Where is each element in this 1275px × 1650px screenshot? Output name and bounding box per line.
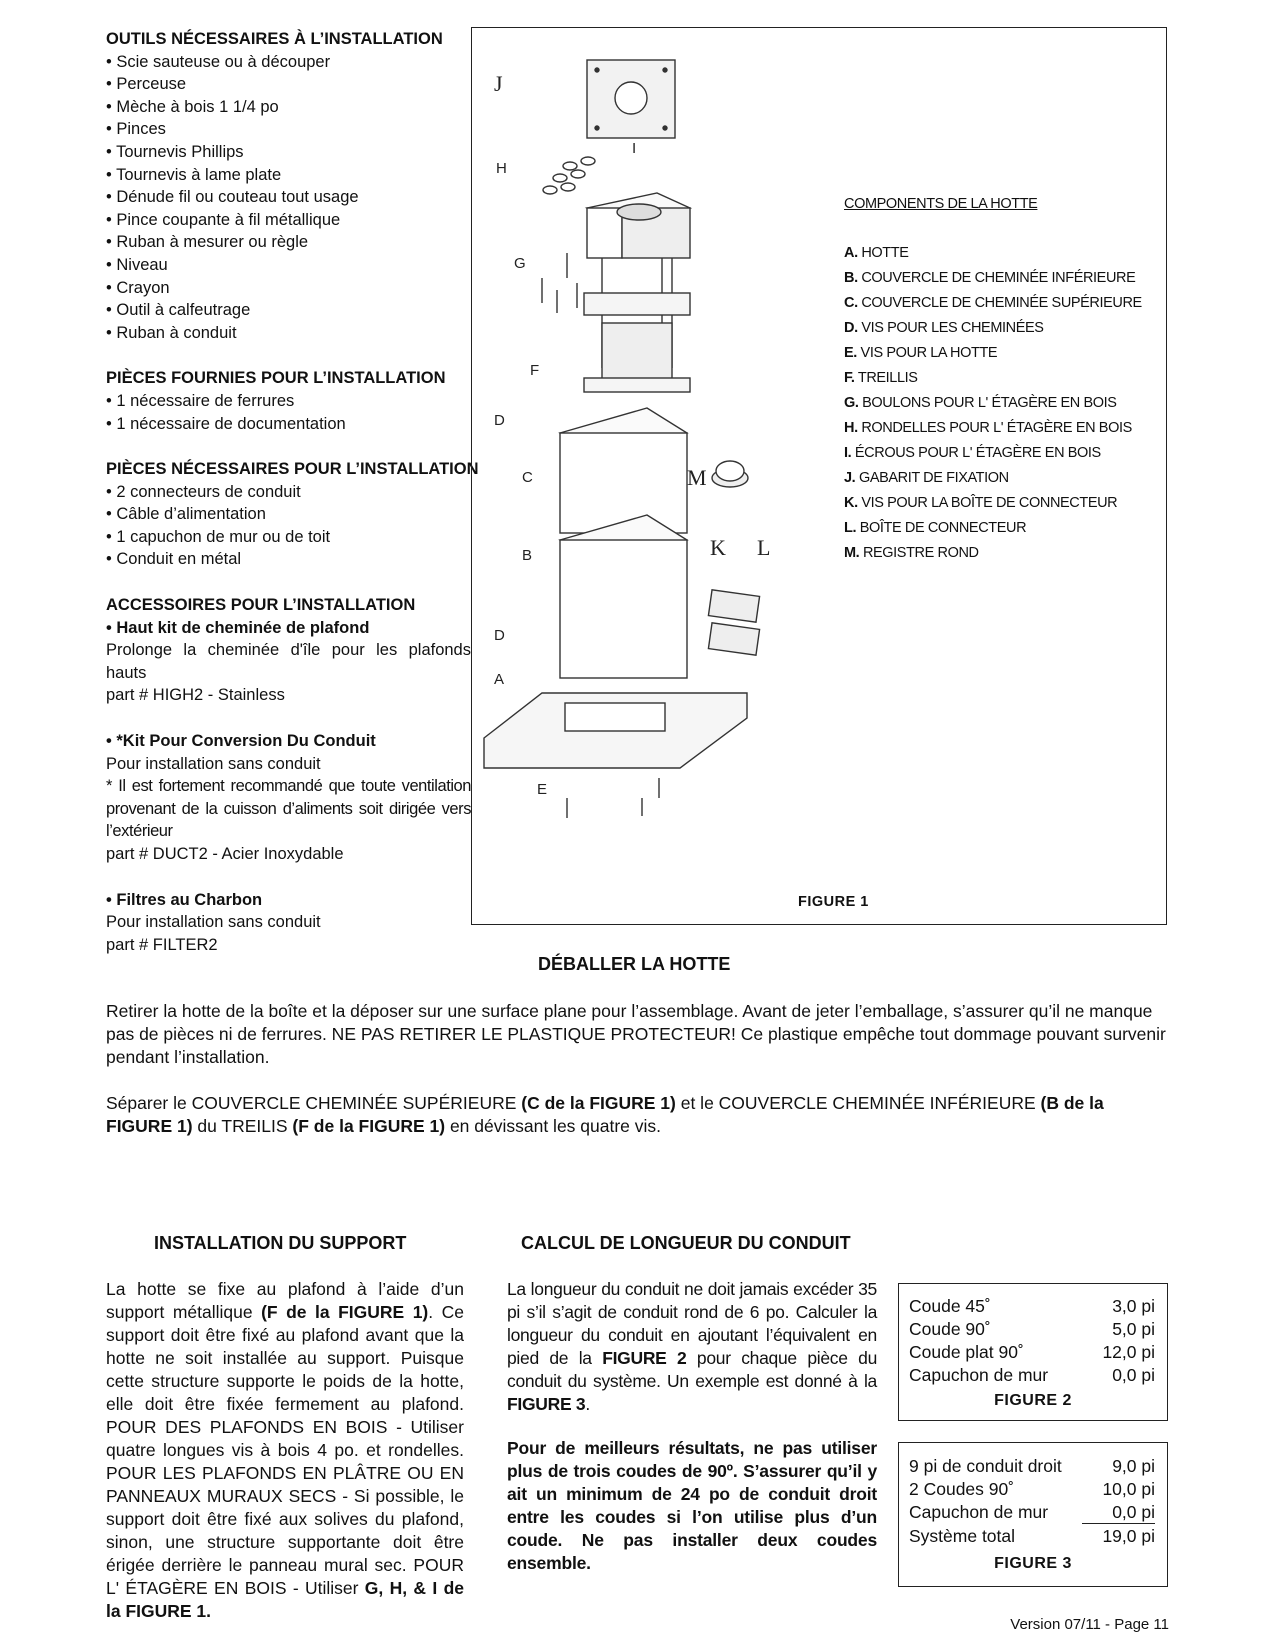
trellis-shelf <box>584 293 690 315</box>
connector-box-l <box>708 590 759 622</box>
tools-item: • Crayon <box>106 278 170 297</box>
template-hole <box>595 68 599 72</box>
figure-3-caption: FIGURE 3 <box>994 1555 1072 1572</box>
connector-box-l <box>708 623 759 655</box>
required-item: • 2 connecteurs de conduit <box>106 482 301 501</box>
component-item: E. VIS POUR LA HOTTE <box>844 345 998 361</box>
label-g: G <box>514 255 526 272</box>
upper-chimney-cover <box>560 433 687 533</box>
supplied-item: • 1 nécessaire de ferrures <box>106 391 295 410</box>
unpack-paragraph-1: Retirer la hotte de la boîte et la déposer sur une surface plane pour l’assemblage. Avant de jeter l’emballage, s’assurer qu’il ne manque pas de pièces ni de ferrures. NE PAS RETIRER LE PLASTIQUE PROTECTEUR! Ce plastique empêche tout dommage pouvant survenir pendant l’installation. <box>106 1001 1166 1067</box>
component-item: H. RONDELLES POUR L' ÉTAGÈRE EN BOIS <box>844 420 1132 436</box>
kit2-title: • *Kit Pour Conversion Du Conduit <box>106 732 376 751</box>
tools-section <box>106 28 471 344</box>
tools-item: • Mèche à bois 1 1/4 po <box>106 97 279 116</box>
washer-h <box>581 157 595 165</box>
left-column <box>106 28 479 956</box>
figure-3-row: Système total 19,0 pi <box>909 1526 1155 1546</box>
label-m: M <box>687 465 707 490</box>
required-item: • Conduit en métal <box>106 550 242 569</box>
template-hole <box>595 126 599 130</box>
tools-item: • Pince coupante à fil métallique <box>106 210 341 229</box>
tools-item: • Niveau <box>106 255 168 274</box>
required-item: • 1 capuchon de mur ou de toit <box>106 527 331 546</box>
component-item: J. GABARIT DE FIXATION <box>844 470 1009 486</box>
tools-item: • Ruban à conduit <box>106 323 237 342</box>
label-b: B <box>522 547 533 564</box>
accessories-section <box>106 594 471 956</box>
kit1-title: • Haut kit de cheminée de plafond <box>106 618 370 637</box>
figure-2-table <box>898 1283 1168 1421</box>
tools-item: • Tournevis Phillips <box>106 142 244 161</box>
tools-heading: OUTILS NÉCESSAIRES À L’INSTALLATION <box>106 30 443 48</box>
top-bracket-opening <box>617 204 661 220</box>
figure-2-row: Capuchon de mur 0,0 pi <box>909 1365 1155 1385</box>
components-list <box>844 192 1164 566</box>
template-hole <box>615 82 647 114</box>
supplied-section <box>106 367 471 435</box>
label-l: L <box>757 535 771 560</box>
tools-item: • Tournevis à lame plate <box>106 165 282 184</box>
page-footer: Version 07/11 - Page 11 <box>1010 1616 1169 1633</box>
label-i: I <box>632 140 637 157</box>
figure-3-row: 9 pi de conduit droit 9,0 pi <box>909 1456 1155 1476</box>
kit3-title: • Filtres au Charbon <box>106 890 263 909</box>
tools-item: • Dénude fil ou couteau tout usage <box>106 188 359 207</box>
figure-1-caption: FIGURE 1 <box>798 894 869 910</box>
component-item: L. BOÎTE DE CONNECTEUR <box>844 520 1027 536</box>
label-a: A <box>494 671 505 688</box>
figure-3-row: 2 Coudes 90˚ 10,0 pi <box>909 1479 1155 1499</box>
exploded-hood-diagram <box>472 28 852 858</box>
component-item: D. VIS POUR LES CHEMINÉES <box>844 320 1044 336</box>
figure-1-box <box>471 27 1167 925</box>
nut-i <box>543 186 557 194</box>
components-title: COMPONENTS DE LA HOTTE <box>844 196 1038 212</box>
kit3-part: part # FILTER2 <box>106 935 218 954</box>
component-item: K. VIS POUR LA BOÎTE DE CONNECTEUR <box>844 495 1118 511</box>
required-item: • Câble d’alimentation <box>106 505 266 524</box>
label-k: K <box>710 535 726 560</box>
kit1-desc: Prolonge la cheminée d'île pour les plafonds hauts <box>106 641 471 682</box>
supplied-heading: PIÈCES FOURNIES POUR L’INSTALLATION <box>106 369 446 388</box>
label-d-lower: D <box>494 627 505 644</box>
tools-item: • Perceuse <box>106 75 187 94</box>
label-f: F <box>530 362 540 379</box>
component-item: M. REGISTRE ROND <box>844 545 979 561</box>
required-heading: PIÈCES NÉCESSAIRES POUR L’INSTALLATION <box>106 460 479 479</box>
unpack-paragraph-2: Séparer le COUVERCLE CHEMINÉE SUPÉRIEURE (C de la FIGURE 1) et le COUVERCLE CHEMINÉE INFÉRIEURE (B de la FIGURE 1) du TREILIS (F de la FIGURE 1) en dévissant les quatre vis. <box>106 1093 1104 1136</box>
component-item: C. COUVERCLE DE CHEMINÉE SUPÉRIEURE <box>844 295 1142 311</box>
figure-2-row: Coude 45˚ 3,0 pi <box>909 1296 1155 1316</box>
component-item: B. COUVERCLE DE CHEMINÉE INFÉRIEURE <box>844 270 1136 286</box>
component-item: I. ÉCROUS POUR L' ÉTAGÈRE EN BOIS <box>844 445 1101 461</box>
trellis-base <box>584 378 690 392</box>
hood-opening <box>565 703 665 731</box>
kit3-desc: Pour installation sans conduit <box>106 913 321 932</box>
figure-2-row: Coude plat 90˚ 12,0 pi <box>909 1342 1155 1362</box>
kit2-note: * Il est fortement recommandé que toute ventilation provenant de la cuisson d’aliments soit dirigée vers l’extérieur <box>106 777 471 841</box>
label-j: J <box>494 71 503 96</box>
kit2-part: part # DUCT2 - Acier Inoxydable <box>106 845 344 863</box>
label-h: H <box>496 160 507 177</box>
label-e: E <box>537 781 548 798</box>
support-body: La hotte se fixe au plafond à l’aide d’un support métallique (F de la FIGURE 1). Ce support doit être fixé au plafond avant que la hotte ne soit installée au support. Puisque cette structure supporte le poids de la hotte, elle doit être fixée fermement au plafond. POUR DES PLAFONDS EN BOIS - Utiliser quatre longues vis à bois 4 po. et rondelles. POUR LES PLAFONDS EN PLÂTRE OU EN PANNEAUX MURAUX SECS - Si possible, le support doit être fixé aux solives du plafond, sinon, une structure supportante doit être érigée derrière le panneau mural sec. POUR L' ÉTAGÈRE EN BOIS - Utiliser G, H, & I de la FIGURE 1. <box>106 1279 464 1621</box>
top-bracket-side <box>587 208 622 258</box>
duct-title: CALCUL DE LONGUEUR DU CONDUIT <box>521 1233 851 1253</box>
nut-i <box>571 170 585 178</box>
support-title: INSTALLATION DU SUPPORT <box>154 1233 407 1253</box>
component-item: A. HOTTE <box>844 245 909 261</box>
nut-i <box>561 183 575 191</box>
tools-item: • Outil à calfeutrage <box>106 301 251 320</box>
trellis-box <box>602 323 672 383</box>
washer-h <box>553 174 567 182</box>
duct-body: La longueur du conduit ne doit jamais excéder 35 pi s’il s’agit de conduit rond de 6 po. Calculer la longueur du conduit en ajoutant l’équivalent en pied de la FIGURE 2 pour chaque pièce du conduit du système. Un exemple est donné à la FIGURE 3. <box>507 1279 878 1414</box>
figure-2-caption: FIGURE 2 <box>994 1392 1072 1409</box>
tools-item: • Pinces <box>106 120 166 139</box>
figure-3-table <box>898 1442 1168 1587</box>
duct-note: Pour de meilleurs résultats, ne pas utiliser plus de trois coudes de 90º. S’assurer qu’il y ait un minimum de 24 po de conduit droit entre les coudes si l’on utilise plus d’un coude. Ne pas installer deux coudes ensemble. <box>507 1438 877 1573</box>
unpack-title: DÉBALLER LA HOTTE <box>538 954 731 974</box>
template-hole <box>663 68 667 72</box>
lower-chimney-cover <box>560 540 687 678</box>
kit1-part: part # HIGH2 - Stainless <box>106 686 285 705</box>
round-damper-m-top <box>716 461 744 481</box>
tools-item: • Ruban à mesurer ou règle <box>106 233 309 252</box>
figure-3-row: Capuchon de mur 0,0 pi <box>909 1502 1155 1522</box>
kit2-desc: Pour installation sans conduit <box>106 754 321 773</box>
required-section <box>106 458 479 571</box>
tools-item: • Scie sauteuse ou à découper <box>106 52 331 71</box>
label-c: C <box>522 469 533 486</box>
component-item: F. TREILLIS <box>844 370 918 386</box>
figure-2-row: Coude 90˚ 5,0 pi <box>909 1319 1155 1339</box>
supplied-item: • 1 nécessaire de documentation <box>106 414 346 433</box>
component-item: G. BOULONS POUR L' ÉTAGÈRE EN BOIS <box>844 395 1117 411</box>
template-hole <box>663 126 667 130</box>
label-d-upper: D <box>494 412 505 429</box>
washer-h <box>563 162 577 170</box>
accessories-heading: ACCESSOIRES POUR L’INSTALLATION <box>106 596 416 615</box>
